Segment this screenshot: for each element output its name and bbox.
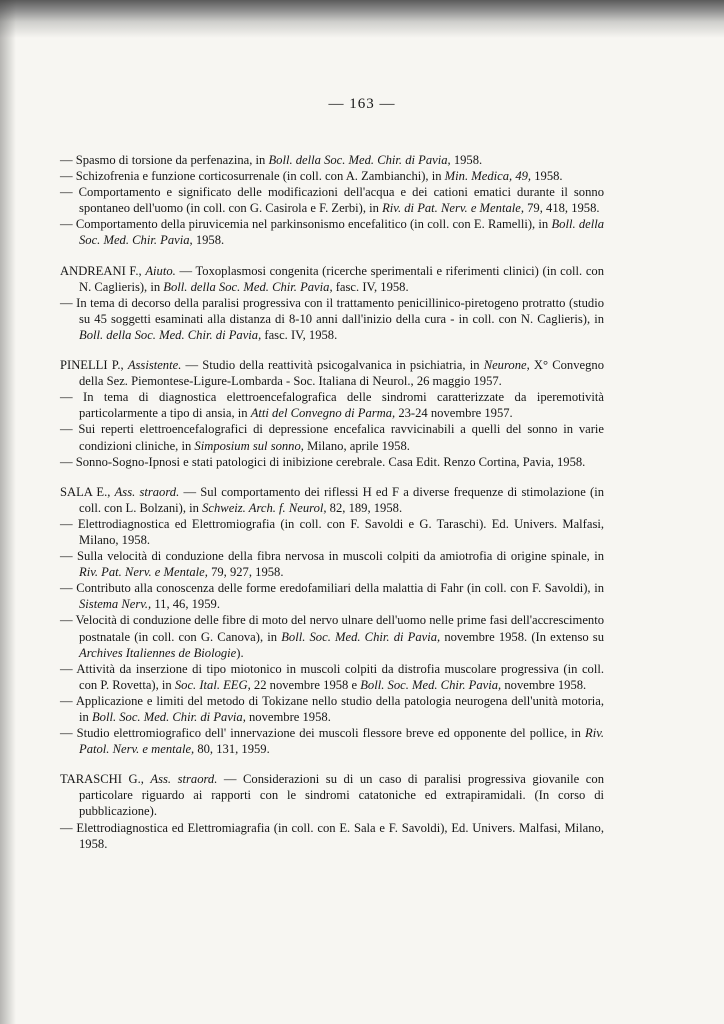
bibliography-entry xyxy=(60,389,604,421)
citation-text: — Studio elettromiografico dell' innervazione dei muscoli flessore breve ed opponente del pollice, in xyxy=(60,726,585,741)
bibliography-entry xyxy=(60,580,604,612)
citation-italic: Boll. della Soc. Med. Chir. Pavia, xyxy=(163,279,333,294)
citation-text: — Elettrodiagnostica ed Elettromiagrafia (in coll. con E. Sala e F. Savoldi), Ed. Univers. Malfasi, Milano, 1958. xyxy=(60,820,604,851)
citation-text: 79, 418, 1958. xyxy=(523,201,600,216)
citation-text: ANDREANI F., xyxy=(60,263,146,278)
bibliography-entry xyxy=(60,168,604,184)
citation-italic: Riv. Pat. Nerv. e Mentale, xyxy=(79,565,208,580)
citation-text: — Velocità di conduzione delle fibre di moto del nervo ulnare dell'uomo nelle prime fasi dell'accrescimento postnatale (in coll. con G. Canova), in xyxy=(60,613,604,644)
scan-left-shadow xyxy=(0,0,16,1024)
bibliography-entry xyxy=(60,548,604,580)
citation-text: — Sonno-Sogno-Ipnosi e stati patologici di inibizione cerebrale. Casa Edit. Renzo Cortina, Pavia, 1958. xyxy=(60,454,586,469)
citation-text: — Toxoplasmosi congenita (ricerche sperimentali e riferimenti clinici) (in coll. con N. Caglieris), in xyxy=(79,263,605,294)
bibliography-section xyxy=(60,357,604,470)
bibliography-entry xyxy=(60,421,604,453)
citation-text: fasc. IV, 1958. xyxy=(332,279,409,294)
citation-italic: Boll. Soc. Med. Chir. Pavia, xyxy=(360,677,502,692)
bibliography-entry xyxy=(60,152,604,168)
citation-text: 11, 46, 1959. xyxy=(151,597,220,612)
bibliography-entry xyxy=(60,184,604,216)
bibliography-entry xyxy=(60,771,604,819)
citation-text: X° Convegno della Sez. Piemontese-Ligure-Lombarda - Soc. Italiana di Neurol., 26 maggio 1957. xyxy=(79,358,605,389)
bibliography-entry xyxy=(60,820,604,852)
bibliography-entry xyxy=(60,725,604,757)
citation-text: fasc. IV, 1958. xyxy=(261,327,338,342)
citation-italic: Aiuto. xyxy=(145,263,176,278)
citation-italic: Riv. Patol. Nerv. e mentale, xyxy=(79,726,604,757)
bibliography-section xyxy=(60,263,604,343)
citation-italic: Simposium sul sonno, xyxy=(194,438,304,453)
bibliography-entry xyxy=(60,263,604,295)
page-number: — 163 — xyxy=(328,96,396,112)
bibliography-entry xyxy=(60,516,604,548)
bibliography-section xyxy=(60,771,604,851)
citation-text: — Attività da inserzione di tipo miotonico in muscoli colpiti da distrofia muscolare progressiva (in coll. con P. Rovetta), in xyxy=(60,661,604,692)
citation-italic: Schweiz. Arch. f. Neurol, xyxy=(202,500,327,515)
citation-text: PINELLI P., xyxy=(60,358,128,373)
citation-text: — Considerazioni su di un caso di paralisi progressiva giovanile con particolare riguardo ai rapporti con le sindromi catatoniche ed extrapiramidali. (In corso di pubblicazione). xyxy=(79,772,604,819)
bibliography-entry xyxy=(60,612,604,660)
citation-text: 79, 927, 1958. xyxy=(207,565,284,580)
citation-text: — Sui reperti elettroencefalografici di depressione encefalica ravvicinabili a quelli del sonno in varie condizioni cliniche, in xyxy=(60,422,604,453)
citation-text: Milano, aprile 1958. xyxy=(303,438,410,453)
citation-italic: Atti del Convegno di Parma, xyxy=(250,406,396,421)
citation-italic: Ass. straord. xyxy=(114,484,180,499)
citation-text: — Applicazione e limiti del metodo di Tokizane nello studio della patologia neurogena dell'unità motoria, in xyxy=(60,693,604,724)
citation-text: — In tema di diagnostica elettroencefalografica delle sindromi caratterizzate da iperemotività particolarmente a tipo di ansia, in xyxy=(60,390,604,421)
citation-text: — Sulla velocità di conduzione della fibra nervosa in muscoli colpiti da amiotrofia di origine spinale, in xyxy=(60,549,604,564)
citation-text: novembre 1958. xyxy=(245,710,331,724)
citation-italic: Boll. della Soc. Med. Chir. Pavia, xyxy=(79,217,605,248)
citation-text: SALA E., xyxy=(60,484,115,499)
citation-text: TARASCHI G., xyxy=(60,772,151,787)
citation-italic: Min. Medica, xyxy=(444,169,513,184)
citation-text: — Elettrodiagnostica ed Elettromiografia (in coll. con F. Savoldi e G. Taraschi). Ed. Univers. Malfasi, Milano, 1958. xyxy=(60,516,604,547)
citation-italic: Archives Italiennes de Biologie xyxy=(79,645,237,660)
citation-text: — Comportamento della piruvicemia nel parkinsonismo encefalitico (in coll. con E. Ramelli), in xyxy=(60,217,552,232)
citation-italic: Boll. Soc. Med. Chir. di Pavia, xyxy=(91,710,246,724)
citation-text: — Schizofrenia e funzione corticosurrenale (in coll. con A. Zambianchi), in xyxy=(60,169,445,184)
citation-italic: Sistema Nerv., xyxy=(79,597,152,612)
bibliography-section xyxy=(60,152,604,249)
citation-italic: Riv. di Pat. Nerv. e Mentale, xyxy=(382,201,524,216)
bibliography-entry xyxy=(60,484,604,516)
citation-text: — Comportamento e significato delle modificazioni dell'acqua e dei cationi ematici durante il sonno spontaneo dell'uomo (in coll. con G. Casirola e F. Zerbi), in xyxy=(60,185,604,216)
citation-text: 22 novembre 1958 e xyxy=(250,677,361,692)
bibliography-entry xyxy=(60,295,604,343)
citation-italic: Boll. della Soc. Med. Chir. di Pavia, xyxy=(79,327,262,342)
citation-italic: Neurone, xyxy=(483,358,530,373)
bibliography-entry xyxy=(60,693,604,725)
bibliography-entry xyxy=(60,661,604,693)
citation-text: 23-24 novembre 1957. xyxy=(395,406,513,421)
citation-text: 80, 131, 1959. xyxy=(194,742,270,757)
citation-text: novembre 1958. xyxy=(501,677,587,692)
citation-italic: Ass. straord. xyxy=(150,772,218,787)
citation-italic: Boll. Soc. Med. Chir. di Pavia, xyxy=(281,629,441,644)
citation-text: 1958. xyxy=(531,169,563,184)
bibliography-entry xyxy=(60,357,604,389)
citation-text: 1958. xyxy=(192,233,225,248)
citation-italic: Assistente. xyxy=(127,358,182,373)
citation-text: — Contributo alla conoscenza delle forme eredofamiliari della malattia di Fahr (in coll. con F. Savoldi), in xyxy=(60,581,604,596)
citation-text: — Sul comportamento dei riflessi H ed F a diverse frequenze di stimolazione (in coll. con L. Bolzani), in xyxy=(79,484,604,515)
citation-text: — In tema di decorso della paralisi progressiva con il trattamento penicillinico-piretogeno protratto (studio su 45 soggetti esaminati alla distanza di 8-10 anni dall'inizio della cura - in coll. con N. Caglieris), in xyxy=(60,295,604,326)
bibliography-entry xyxy=(60,454,604,470)
citation-text: — Spasmo di torsione da perfenazina, in xyxy=(60,153,269,167)
citation-italic: 49, xyxy=(515,169,532,184)
bibliography-entry xyxy=(60,216,604,248)
citation-italic: Boll. della Soc. Med. Chir. di Pavia, xyxy=(268,153,451,167)
citation-text: novembre 1958. (In extenso su xyxy=(440,629,605,644)
scan-top-shadow xyxy=(0,0,724,38)
citation-italic: Soc. Ital. EEG, xyxy=(174,677,251,692)
bibliography-body xyxy=(60,152,604,866)
citation-text: 1958. xyxy=(450,153,483,167)
citation-text: — Studio della reattività psicogalvanica in psichiatria, in xyxy=(181,358,484,373)
citation-text: 82, 189, 1958. xyxy=(326,500,403,515)
bibliography-section xyxy=(60,484,604,758)
citation-text: ). xyxy=(236,645,244,660)
